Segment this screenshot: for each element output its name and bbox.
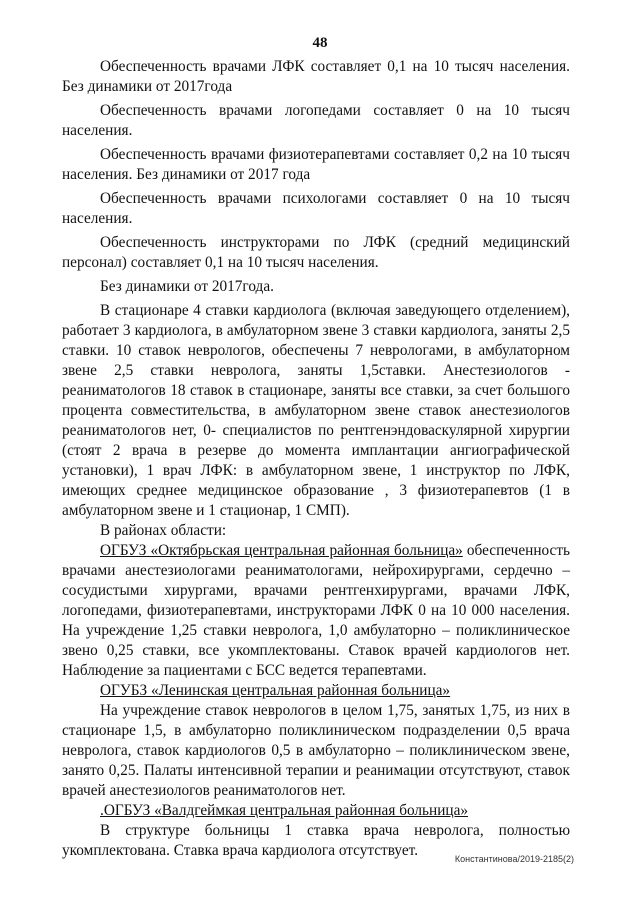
- document-body: [62, 57, 570, 861]
- paragraph-lfk-doctors: Обеспеченность врачами ЛФК составляет 0,1 на 10 тысяч населения. Без динамики от 2017года: [62, 58, 570, 95]
- paragraph-physiotherapists: Обеспеченность врачами физиотерапевтами составляет 0,2 на 10 тысяч населения. Без динамики от 2017 года: [62, 146, 570, 183]
- oktyabrskaya-details: обеспеченность врачами анестезиологами реаниматологами, нейрохирургами, сердечно – сосудистыми хирургами, врачами рентгенхирургами, врачами ЛФК, логопедами, физиотерапевтами, инструкторами ЛФК 0 на 10 000 населения. На учреждение 1,25 ставки невролога, 1,0 амбулаторно – поликлиническое звено 0,25 ставки, все укомплектованы. Ставок врачей кардиологов нет. Наблюдение за пациентами с БСС ведется терапевтами.: [62, 542, 570, 679]
- hospital-name-leninskaya: ОГУБЗ «Ленинская центральная районная больница»: [100, 682, 451, 699]
- paragraph-hospital-staffing: В стационаре 4 ставки кардиолога (включая заведующего отделением), работает 3 кардиолога, в амбулаторном звене 3 ставки кардиолога, заняты 2,5 ставки. 10 ставок неврологов, обеспечены 7 неврологами, в амбулаторном звене 2,5 ставки невролога, заняты 1,5ставки. Анестезиологов - реаниматологов 18 ставок в стационаре, заняты все ставки, за счет большого процента совместительства, в амбулаторном звене ставок анестезиологов реаниматологов нет, 0- специалистов по рентгенэндоваскулярной хирургии (стоят 2 врача в резерве до момента имплантации ангиографической установки), 1 врач ЛФК: в амбулаторном звене, 1 инструктор по ЛФК, имеющих среднее медицинское образование , 3 физиотерапевтов (1 в амбулаторном звене и 1 стационар, 1 СМП).: [62, 302, 570, 519]
- paragraph-speech-therapists: Обеспеченность врачами логопедами составляет 0 на 10 тысяч населения.: [62, 102, 570, 139]
- footer-doc-id: Константинова/2019-2185(2): [454, 854, 574, 864]
- hospital-name-oktyabrskaya: ОГБУЗ «Октябрьская центральная районная больница»: [100, 542, 463, 559]
- paragraph-valdgeim-details: В структуре больницы 1 ставка врача невролога, полностью укомплектована. Ставка врача кардиолога отсутствует.: [62, 822, 570, 859]
- paragraph-no-dynamics: Без динамики от 2017года.: [100, 278, 274, 295]
- paragraph-leninskaya-heading: [62, 681, 570, 701]
- paragraph-leninskaya-details: На учреждение ставок неврологов в целом 1,75, занятых 1,75, из них в стационаре 1,5, в амбулаторно поликлиническом подразделении 0,5 врача невролога, ставок кардиологов 0,5 в амбулаторно – поликлиническом звене, занято 0,25. Палаты интенсивной терапии и реанимации отсутствуют, ставок врачей анестезиологов реаниматологов нет.: [62, 702, 570, 799]
- page-number: 48: [312, 35, 328, 51]
- paragraph-oktyabrskaya: [62, 541, 570, 681]
- paragraph-lfk-instructors: Обеспеченность инструкторами по ЛФК (средний медицинский персонал) составляет 0,1 на 10 тысяч населения.: [62, 234, 570, 271]
- paragraph-valdgeim-heading: [62, 801, 570, 821]
- paragraph-psychologists: Обеспеченность врачами психологами составляет 0 на 10 тысяч населения.: [62, 190, 570, 227]
- hospital-name-valdgeim: .ОГБУЗ «Валдгеймкая центральная районная больница»: [100, 802, 469, 819]
- paragraph-regions-heading: В районах области:: [100, 522, 227, 539]
